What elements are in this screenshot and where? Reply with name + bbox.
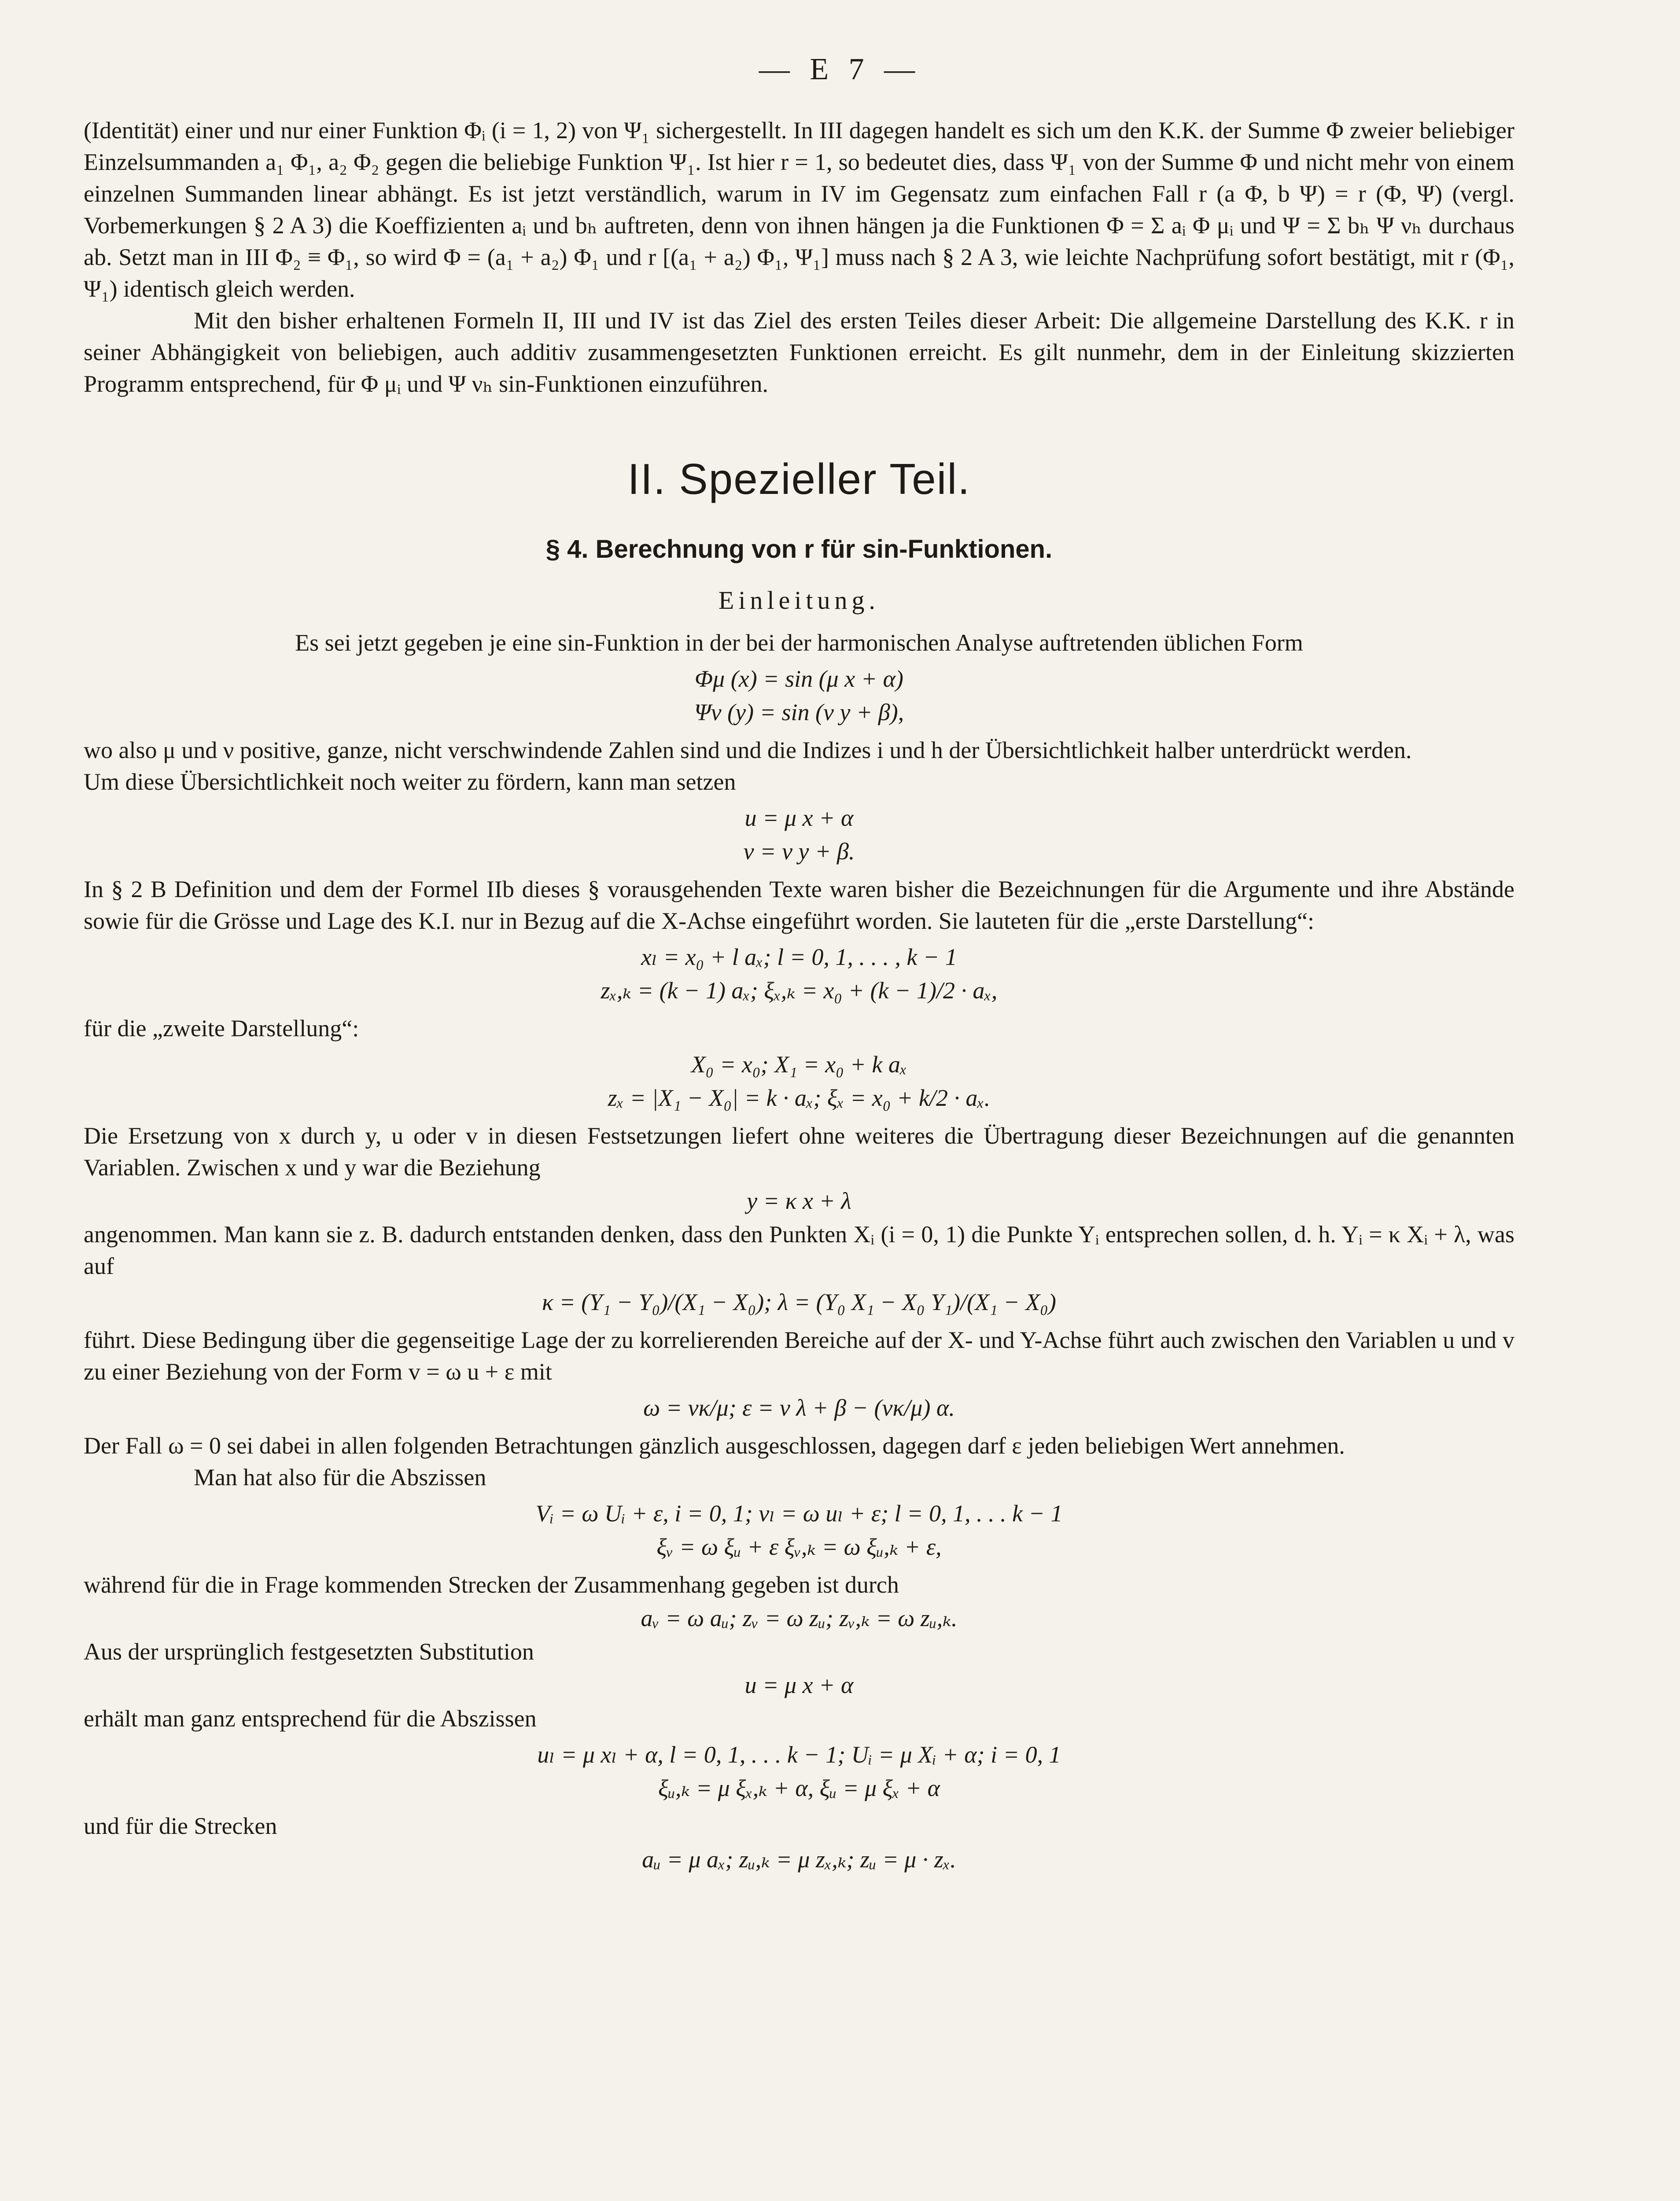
equation-u: u = μ x + α — [744, 805, 854, 831]
equation-psi-nu: Ψν (y) = sin (ν y + β), — [694, 699, 904, 725]
page-number: — E 7 — — [759, 52, 921, 86]
section-title: II. Spezieller Teil. — [627, 455, 971, 503]
equation-block-11 — [84, 1739, 1514, 1804]
paragraph-t14: und für die Strecken — [84, 1813, 277, 1839]
equation-xi-u: ξᵤ,ₖ = μ ξₓ,ₖ + α, ξᵤ = μ ξₓ + α — [658, 1775, 940, 1801]
equation-av: aᵥ = ω aᵤ; zᵥ = ω zᵤ; zᵥ,ₖ = ω zᵤ,ₖ. — [641, 1605, 958, 1631]
paragraph-t12: Aus der ursprünglich festgesetzten Substitution — [84, 1638, 534, 1665]
paragraph-t4: In § 2 B Definition und dem der Formel IIb dieses § vorausgehenden Texte waren bisher die Bezeichnungen für die Argumente und ihre Abstände sowie für die Grösse und Lage des K.I. nur in Bezug auf die X-Achse eingeführt worden. Sie lauteten für die „erste Darstellung“: — [84, 876, 1514, 934]
equation-zx: zₓ = |X₁ − X₀| = k · aₓ; ξₓ = x₀ + k/2 · aₓ. — [608, 1085, 991, 1111]
equation-u-subst: u = μ x + α — [744, 1672, 854, 1698]
equation-vi: Vᵢ = ω Uᵢ + ε, i = 0, 1; vₗ = ω uₗ + ε; l = 0, 1, . . . k − 1 — [535, 1500, 1063, 1527]
equation-block-4 — [84, 1049, 1514, 1114]
equation-ul: uₗ = μ xₗ + α, l = 0, 1, . . . k − 1; Uᵢ = μ Xᵢ + α; i = 0, 1 — [537, 1741, 1061, 1768]
paragraph-t13: erhält man ganz entsprechend für die Abszissen — [84, 1705, 537, 1732]
equation-xl: xₗ = x₀ + l aₓ; l = 0, 1, . . . , k − 1 — [641, 944, 957, 970]
equation-block-1 — [84, 663, 1514, 728]
equation-x0-x1: X₀ = x₀; X₁ = x₀ + k aₓ — [691, 1051, 907, 1078]
paragraph-intro-2: Mit den bisher erhaltenen Formeln II, III und IV ist das Ziel des ersten Teiles dieser Arbeit: Die allgemeine Darstellung des K.K. r in seiner Abhängigkeit von beliebigen, auch additiv zusammengesetzten Funktionen erreicht. Es gilt nunmehr, dem in der Einleitung skizzierten Programm entsprechend, für Φ μᵢ und Ψ νₕ sin-Funktionen einzuführen. — [84, 307, 1514, 397]
equation-block-2 — [84, 802, 1514, 867]
subsection-title: § 4. Berechnung von r für sin-Funktionen. — [545, 535, 1053, 563]
equation-xi-v: ξᵥ = ω ξᵤ + ε ξᵥ,ₖ = ω ξᵤ,ₖ + ε, — [656, 1534, 942, 1560]
equation-omega-epsilon: ω = νκ/μ; ε = ν λ + β − (νκ/μ) α. — [643, 1395, 955, 1421]
paragraph-t5: für die „zweite Darstellung“: — [84, 1015, 359, 1042]
paragraph-t2: wo also μ und ν positive, ganze, nicht verschwindende Zahlen sind und die Indizes i und h der Übersichtlichkeit halber unterdrückt werden. — [84, 737, 1412, 763]
paragraph-t11: während für die in Frage kommenden Strecken der Zusammenhang gegeben ist durch — [84, 1572, 899, 1598]
equation-y-kappa: y = κ x + λ — [747, 1188, 851, 1214]
equation-block-3 — [84, 941, 1514, 1006]
equation-kappa-lambda: κ = (Y₁ − Y₀)/(X₁ − X₀); λ = (Y₀ X₁ − X₀ Y₁)/(X₁ − X₀) — [542, 1289, 1057, 1315]
paragraph-t3: Um diese Übersichtlichkeit noch weiter zu fördern, kann man setzen — [84, 769, 736, 795]
paragraph-t9: Der Fall ω = 0 sei dabei in allen folgenden Betrachtungen gänzlich ausgeschlossen, dagegen darf ε jeden beliebigen Wert annehmen. — [84, 1432, 1345, 1459]
equation-phi-mu: Φμ (x) = sin (μ x + α) — [695, 666, 903, 692]
equation-au: aᵤ = μ aₓ; zᵤ,ₖ = μ zₓ,ₖ; zᵤ = μ · zₓ. — [642, 1846, 956, 1873]
paragraph-t10: Man hat also für die Abszissen — [194, 1464, 486, 1491]
equation-v: v = ν y + β. — [743, 838, 855, 865]
paragraph-t7: angenommen. Man kann sie z. B. dadurch entstanden denken, dass den Punkten Xᵢ (i = 0, 1) die Punkte Yᵢ entsprechen sollen, d. h. Yᵢ = κ Xᵢ + λ, was auf — [84, 1221, 1514, 1279]
equation-block-8 — [84, 1498, 1514, 1563]
paragraph-t6: Die Ersetzung von x durch y, u oder v in diesen Festsetzungen liefert ohne weiteres die Übertragung dieser Bezeichnungen auf die genannten Variablen. Zwischen x und y war die Beziehung — [84, 1123, 1514, 1181]
einleitung-heading: Einleitung. — [718, 586, 880, 615]
paragraph-intro-1: (Identität) einer und nur einer Funktion Φᵢ (i = 1, 2) von Ψ₁ sichergestellt. In III dagegen handelt es sich um den K.K. der Summe Φ zweier beliebiger Einzelsummanden a₁ Φ₁, a₂ Φ₂ gegen die beliebige Funktion Ψ₁. Ist hier r = 1, so bedeutet dies, dass Ψ₁ von der Summe Φ und nicht mehr von einem einzelnen Summanden linear abhängt. Es ist jetzt verständlich, warum in IV im Gegensatz zum einfachen Fall r (a Φ, b Ψ) = r (Φ, Ψ) (vergl. Vorbemerkungen § 2 A 3) die Koeffizienten aᵢ und bₕ auftreten, denn von ihnen hängen ja die Funktionen Φ = Σ aᵢ Φ μᵢ und Ψ = Σ bₕ Ψ νₕ durchaus ab. Setzt man in III Φ₂ ≡ Φ₁, so wird Φ = (a₁ + a₂) Φ₁ und r [(a₁ + a₂) Φ₁, Ψ₁] muss nach § 2 A 3, wie leichte Nachprüfung sofort bestätigt, mit r (Φ₁, Ψ₁) identisch gleich werden. — [84, 117, 1514, 302]
paragraph-t1: Es sei jetzt gegeben je eine sin-Funktion in der bei der harmonischen Analyse auftretenden üblichen Form — [295, 629, 1303, 656]
equation-zxk: zₓ,ₖ = (k − 1) aₓ; ξₓ,ₖ = x₀ + (k − 1)/2 · aₓ, — [601, 977, 998, 1004]
page-body — [84, 114, 1514, 1877]
paragraph-t8: führt. Diese Bedingung über die gegenseitige Lage der zu korrelierenden Bereiche auf der X- und Y-Achse führt auch zwischen den Variablen u und v zu einer Beziehung von der Form v = ω u + ε mit — [84, 1327, 1514, 1385]
